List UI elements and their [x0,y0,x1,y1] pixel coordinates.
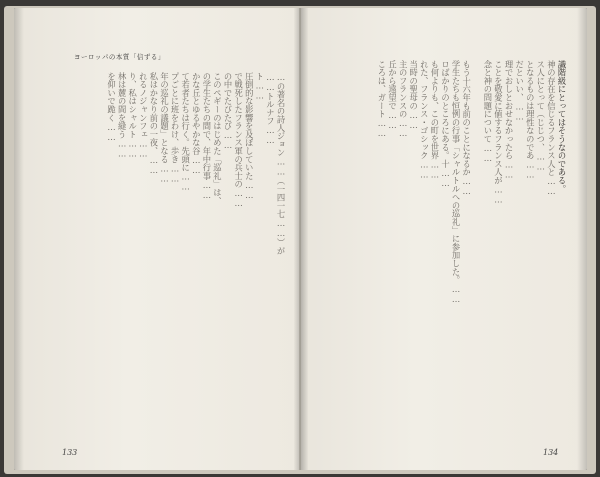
text-column [493,60,504,420]
text-column-content: 理でおしとおせなかったら…… [504,60,515,180]
text-column [138,72,149,430]
text-column-content: り、私はシャルト…… [127,72,138,159]
text-column [275,72,286,430]
text-column [191,72,202,430]
text-column [376,60,387,420]
text-column-content: 圧倒的な影響を及ぼしていた…… [244,72,255,200]
text-column-content: の中でたびたび…… [223,72,234,151]
text-column-content: も何よりも、この町を世界…… [429,60,440,180]
text-column [159,72,170,430]
text-column [148,72,159,430]
text-column [556,60,567,420]
text-column-content: 主のフランスの…… [398,60,409,139]
text-column-content: 当時の聖母の…… [408,60,419,130]
text-column-content: もう十六年も前のことになるか…… [461,60,472,197]
text-column [525,60,536,420]
text-column [535,60,546,420]
text-column-content: このペギーのはじめた「巡礼」は、 [212,72,223,205]
text-column-content: れるノジャンフェ…… [138,72,149,159]
text-column-content: ト…… [254,72,265,101]
text-column-content: 神の存在を信じるフランス人と…… [546,60,557,197]
text-column-content: だといい、…… [514,60,525,122]
text-column [419,60,430,420]
text-column-content: で戦死したフランス軍の兵士の…… [233,72,244,209]
text-column-content: かな丘とゆるやかな谷…… [191,72,202,175]
text-column-content: 識階級にとってはそうなのである。 [557,60,567,193]
text-column-content: となるものは理性なのであ…… [525,60,536,180]
text-column-content: ころは、ガート…… [376,60,387,139]
text-column [180,72,191,430]
left-edge-shadow [14,8,24,470]
text-column-content: …の著名の詩人ジョン……（一四一七……）が [276,72,286,255]
text-column [201,72,212,430]
text-column-content: 丘から遠望で…… [387,60,398,130]
text-column [461,60,472,420]
text-column [233,72,244,430]
text-column [482,60,493,420]
text-column [106,72,117,430]
text-column [127,72,138,430]
text-column-content: 私はかなり前の一夜、…… [148,72,159,175]
text-column-content: を仰いで跪く…… [106,72,117,142]
right-edge-shadow [577,8,587,470]
right-page [301,8,587,470]
text-column-content: 林は麓の間を縫う…… [117,72,128,159]
text-column [265,72,276,430]
text-column-content: プごとに班をわけ、歩き…… [170,72,181,184]
text-column [429,60,440,420]
right-page-number: 134 [543,448,559,457]
text-column-content: ロばかりのところにある。十…… [440,60,451,188]
text-column-content: て若者たちは行く。先頭に…… [180,72,191,192]
running-head: ヨーロッパの本質「信ずる」 [74,53,165,61]
text-column [254,72,265,430]
left-page [14,8,299,470]
text-column [117,72,128,430]
left-page-text-block [40,72,286,430]
text-column-content: 念と神の問題について…… [482,60,493,163]
text-column [212,72,223,430]
text-column [408,60,419,420]
text-column [244,72,255,430]
text-column [440,60,451,420]
text-column [222,72,233,430]
text-column [514,60,525,420]
text-column [546,60,557,420]
text-column-content: ……トルナフ…… [265,72,276,146]
text-column [169,72,180,430]
text-column-content: 年の巡礼の議題」となる…… [159,72,170,184]
text-column-content: 学生たちも恒例の行事「シャルトルへの巡礼」に参加した。…… [451,60,462,305]
text-column-content: ことを敬愛に値するフランス人が…… [493,60,504,205]
text-column-content: の学生たちの間で、年中行事…… [201,72,212,200]
text-column-content: ス人にとって（じじつ、…… [535,60,546,172]
text-column-content: れた、フランス・ゴシック…… [419,60,430,180]
text-column [387,60,398,420]
book-gutter [294,8,308,470]
text-column [398,60,409,420]
text-column [503,60,514,420]
right-page-text-block [313,60,567,420]
text-column [450,60,461,420]
text-column [472,60,483,420]
left-page-number: 133 [62,448,78,457]
